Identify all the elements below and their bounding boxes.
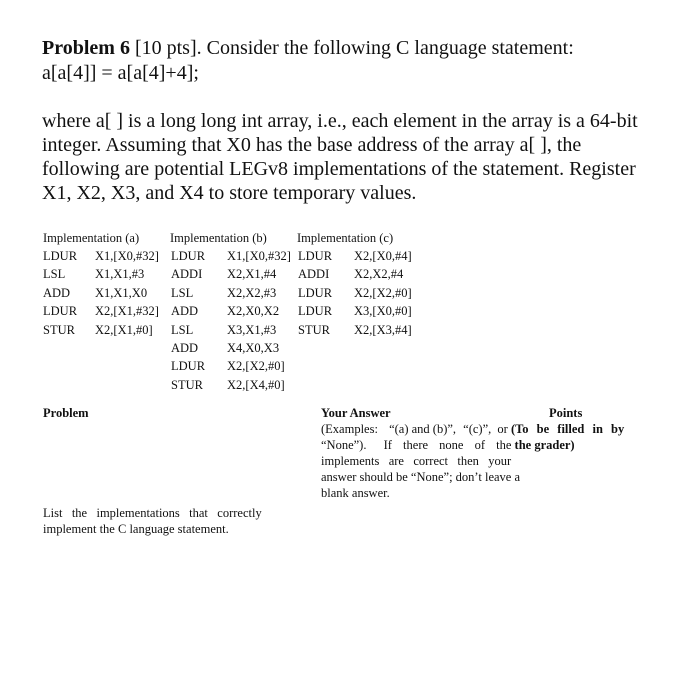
code-line	[171, 376, 285, 394]
operands: X2,X1,#4	[227, 267, 277, 282]
code-line	[43, 321, 159, 339]
hint-text: “(c)”,	[463, 422, 492, 436]
code-line	[171, 302, 291, 320]
code-line	[298, 321, 412, 339]
impl-c-header: Implementation (c)	[297, 231, 394, 245]
c-statement: a[a[4]] = a[a[4]+4];	[42, 62, 199, 84]
answer-hint-line-2	[321, 437, 575, 453]
code-line	[171, 339, 285, 357]
operands: X2,[X4,#0]	[227, 377, 285, 392]
opcode: LDUR	[298, 304, 333, 319]
operands: X2,[X2,#0]	[354, 285, 412, 300]
problem-points: [10 pts].	[134, 37, 202, 59]
description-line-4: X1, X2, X3, and X4 to store temporary values.	[42, 182, 417, 204]
operands: X1,[X0,#32]	[95, 249, 159, 263]
operands: X3,[X0,#0]	[354, 304, 412, 319]
problem-intro: Consider the following C language statement:	[206, 37, 574, 59]
operands: X2,[X3,#4]	[354, 322, 412, 337]
opcode: STUR	[43, 322, 75, 337]
code-line	[43, 265, 159, 283]
opcode: LDUR	[43, 249, 78, 263]
hint-text: If	[383, 438, 392, 452]
impl-b-header: Implementation (b)	[170, 231, 267, 245]
answer-hint-line-1	[321, 421, 624, 437]
opcode: ADD	[43, 285, 71, 300]
operands: X3,X1,#3	[227, 322, 277, 337]
problem-heading	[42, 36, 574, 60]
opcode: ADDI	[298, 267, 330, 282]
opcode: LDUR	[171, 359, 206, 374]
description-line-1: where a[ ] is a long long int array, i.e., each element in the array is a 64-bit	[42, 110, 638, 132]
opcode: LDUR	[171, 249, 206, 263]
impl-a-code	[43, 247, 159, 339]
code-line	[171, 265, 291, 283]
code-line	[43, 284, 159, 302]
opcode: STUR	[171, 377, 203, 392]
opcode: LSL	[43, 267, 66, 282]
impl-a-header: Implementation (a)	[43, 231, 140, 245]
col-header-answer: Your Answer	[321, 406, 391, 420]
code-line	[171, 284, 291, 302]
hint-text: (Examples:	[321, 422, 378, 436]
code-line	[171, 247, 291, 265]
operands: X2,X2,#3	[227, 285, 277, 300]
problem-title: Problem 6	[42, 37, 130, 59]
operands: X1,[X0,#32]	[227, 249, 291, 263]
operands: X1,X1,X0	[95, 285, 148, 300]
opcode: LDUR	[298, 249, 333, 263]
impl-b-code-tail	[171, 339, 285, 394]
description-line-3: following are potential LEGv8 implementations of the statement. Register	[42, 158, 636, 180]
code-line	[298, 284, 412, 302]
grader-note: (To be filled in by	[510, 422, 625, 436]
impl-c-code	[298, 247, 412, 339]
hint-text: the	[496, 438, 512, 452]
opcode: ADDI	[171, 267, 203, 282]
hint-text: or	[497, 422, 508, 436]
code-line	[298, 265, 412, 283]
impl-b-code	[171, 247, 291, 339]
opcode: LSL	[171, 285, 194, 300]
hint-text: there	[403, 438, 429, 452]
hint-text: “(a) and (b)”,	[389, 422, 457, 436]
opcode: LDUR	[298, 285, 333, 300]
opcode: STUR	[298, 322, 330, 337]
hint-text: none	[439, 438, 464, 452]
operands: X2,X2,#4	[354, 267, 404, 282]
operands: X4,X0,X3	[227, 341, 280, 355]
opcode: LDUR	[43, 304, 78, 319]
opcode: ADD	[171, 304, 199, 319]
answer-hint-line-3: implements are correct then your	[321, 454, 512, 468]
code-line	[171, 321, 291, 339]
code-line	[298, 302, 412, 320]
col-header-points: Points	[549, 406, 583, 420]
operands: X2,[X0,#4]	[354, 249, 412, 263]
operands: X2,[X1,#32]	[95, 304, 159, 319]
operands: X2,[X2,#0]	[227, 359, 285, 374]
opcode: ADD	[171, 341, 199, 355]
code-line	[298, 247, 412, 265]
col-header-problem: Problem	[43, 406, 89, 420]
code-line	[43, 247, 159, 265]
grader-note: the grader)	[514, 438, 575, 452]
answer-hint-line-5: blank answer.	[321, 486, 390, 500]
operands: X2,X0,X2	[227, 304, 280, 319]
opcode: LSL	[171, 322, 194, 337]
question-line-1: List the implementations that correctly	[43, 506, 262, 520]
operands: X1,X1,#3	[95, 267, 145, 282]
question-line-2: implement the C language statement.	[43, 522, 229, 536]
hint-text: “None”).	[321, 438, 367, 452]
description-line-2: integer. Assuming that X0 has the base address of the array a[ ], the	[42, 134, 582, 156]
answer-hint-line-4: answer should be “None”; don’t leave a	[321, 470, 521, 484]
code-line	[171, 357, 285, 375]
code-line	[43, 302, 159, 320]
hint-text: of	[474, 438, 486, 452]
operands: X2,[X1,#0]	[95, 322, 153, 337]
